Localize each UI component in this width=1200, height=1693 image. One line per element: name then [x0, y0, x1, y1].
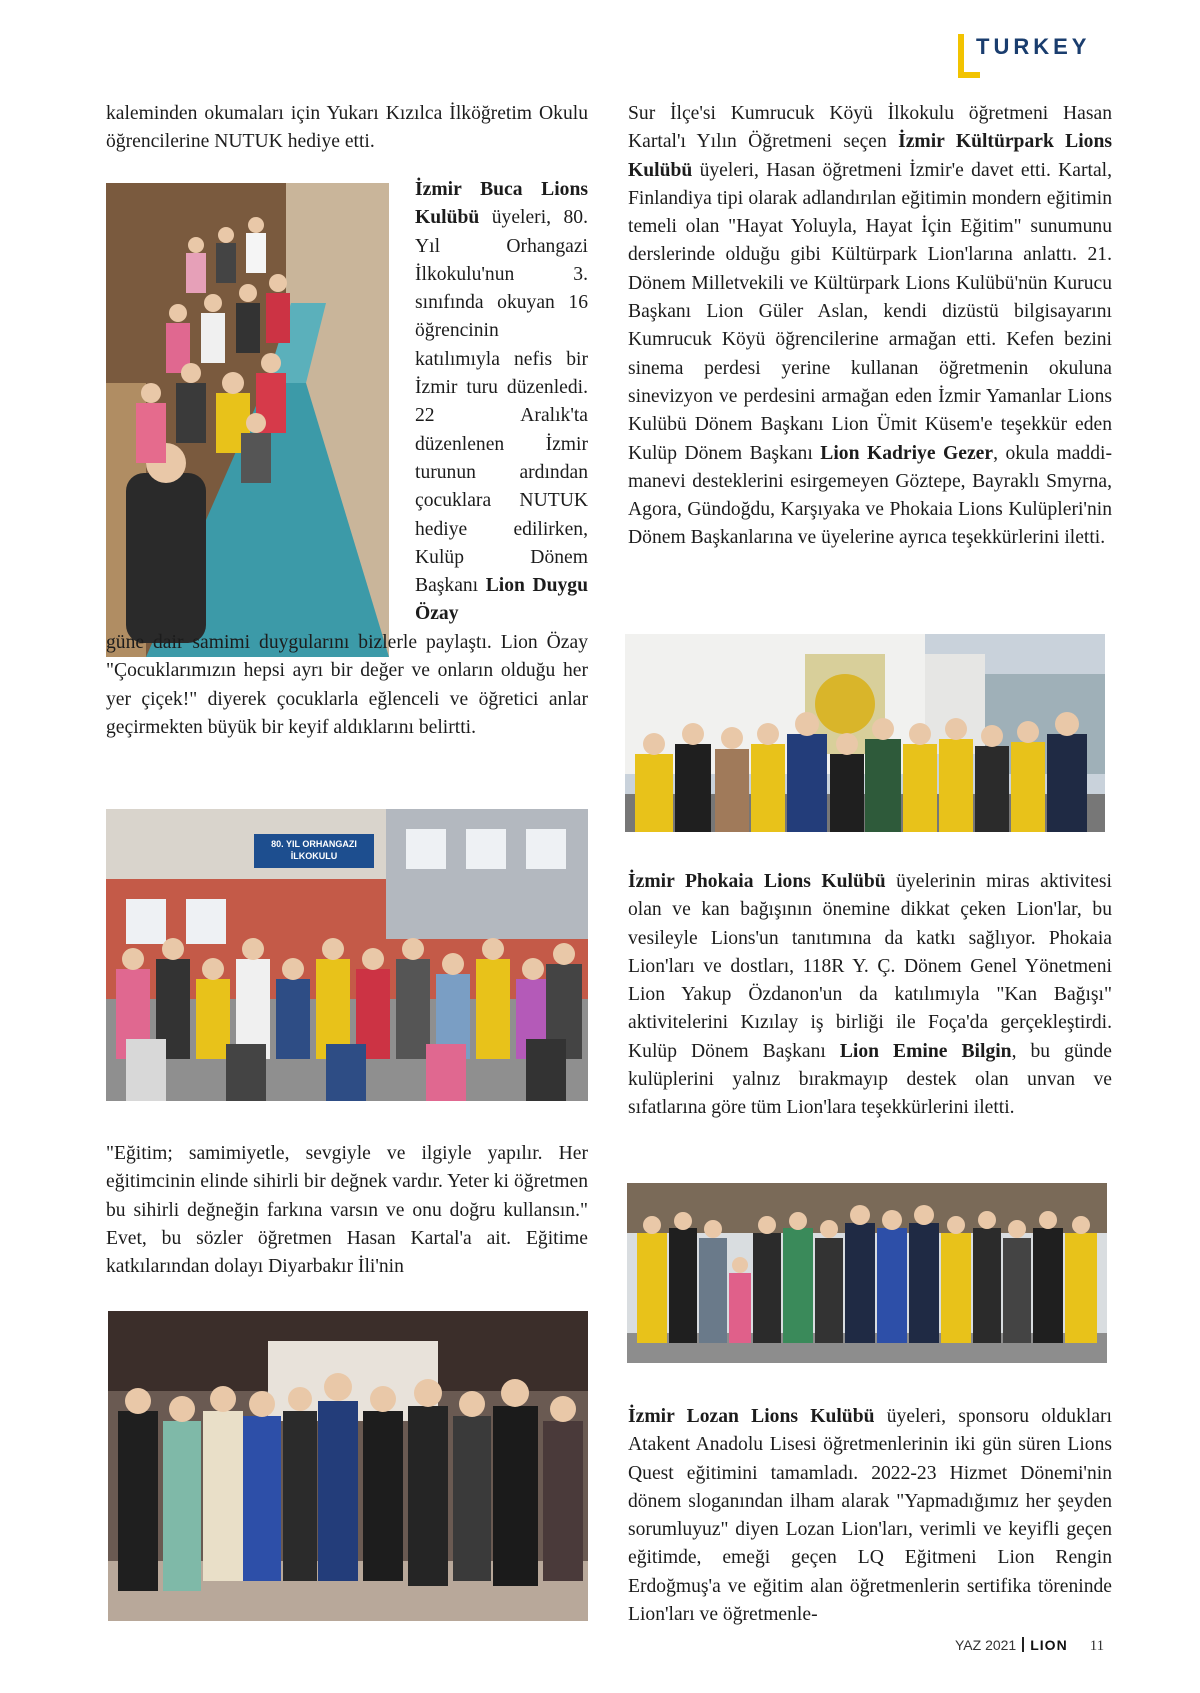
kulturpark-text-1: Sur İlçe'si Kumrucuk Köyü İlkokulu öğretmeni Hasan Kartal'ı Yılın Öğretmeni seçen	[628, 103, 1112, 153]
phokaia-text-2: , bu günde kulüplerini yalnız bırakmayıp destek olan unvan ve sıfatlarına göre tüm Lion'lara teşekkürlerini iletti.	[628, 1040, 1112, 1119]
footer-magazine: LION	[1030, 1637, 1068, 1653]
buca-paragraph-continued	[106, 629, 588, 742]
page-number: 11	[1089, 1638, 1105, 1654]
footer-issue: YAZ 2021	[955, 1637, 1017, 1653]
school-sign	[254, 834, 374, 868]
phokaia-club-name: İzmir Phokaia Lions Kulübü	[628, 871, 886, 892]
left-intro-paragraph: kaleminden okumaları için Yukarı Kızılca İlköğretim Okulu öğrencilerine NUTUK hediye etti.	[106, 103, 588, 153]
page-footer	[955, 1637, 1104, 1655]
buca-president: Lion Duygu Özay	[415, 575, 588, 625]
lozan-club-name: İzmir Lozan Lions Kulübü	[628, 1406, 875, 1427]
kulturpark-text-2: üyeleri, Hasan öğretmeni İzmir'e davet etti. Kartal, Finlandiya tipi olarak adlandırılan eğitimin mondern eğitimin temeli olan "Hayat Yoluyla, Hayat İçin Eğitim" sunumunu derslerinde olduğu gibi Kültürpark Lion'larına anlattı. 21. Dönem Milletvekili ve Kültürpark Lions Kulübü'nün Kurucu Başkanı Lion Güler Aslan, kendi dizüstü bilgisayarını Kumrucuk Köyü öğrencilerine armağan etti. Kefen bezini sinema perdesi yerine kullanan öğretmenin okuluna sinevizyon ve perdesini armağan eden İzmir Yamanlar Lions Kulübü Dönem Başkanı Lion Ümit Küsem'e teşekkür eden Kulüp Dönem Başkanı	[628, 159, 1112, 464]
phokaia-text-1: üyelerinin miras aktivitesi olan ve kan bağışının önemine dikkat çeken Lion'lar, bu vesileyle Lions'un tanıtımına da katkı sağlıyor. Phokaia Lion'ları ve dostları, 118R Y. Ç. Dönem Genel Yönetmeni Lion Yakup Özdanon'un da katılımıyla "Kan Bağışı" aktivitelerini Kızılay iş birliği ile Foça'da gerçekleştirdi. Kulüp Dönem Başkanı	[628, 871, 1113, 1062]
brand-logo	[958, 34, 1118, 78]
phokaia-paragraph	[628, 868, 1112, 1123]
photo-kulturpark-van	[625, 634, 1105, 832]
photo-phokaia-group	[627, 1183, 1107, 1363]
buca-paragraph	[106, 176, 588, 629]
photo-lozan-ceremony	[108, 1311, 588, 1621]
lozan-text-1: üyeleri, sponsoru oldukları Atakent Anadolu Lisesi öğretmenlerinin iki gün süren Lions Quest eğitimini tamamladı. 2022-23 Hizmet Dönemi'nin dönem sloganından ilham alarak "Yapmadığımız her şeyden sorumluyuz" diyen Lozan Lion'ları, verimli ve keyifli geçen eğitimde, emeği geçen LQ Eğitmeni Lion Rengin Erdoğmuş'a ve eğitim alan öğretmenlerin sertifika töreninde Lion'ları ve öğretmenle-	[628, 1406, 1112, 1626]
brand-mark-horizontal	[958, 72, 980, 78]
buca-club-name: İzmir Buca Lions Kulübü	[415, 179, 588, 229]
buca-text-1: üyeleri, 80. Yıl Orhangazi İlkokulu'nun 3. sınıfında okuyan 16 öğrencinin katılımıyla nefis bir İzmir turu düzenledi. 22 Aralık'ta düzenlenen İzmir turunun ardından çocuklara NUTUK hediye edilirken, Kulüp Dönem Başkanı	[415, 207, 588, 597]
school-sign-line-2: İLKOKULU	[290, 851, 338, 861]
buca-text-2: güne dair samimi duygularını bizlerle paylaştı. Lion Özay "Çocuklarımızın hepsi ayrı bir değer ve onların olduğu her yer çiçek!" diyerek çocuklarla eğlenceli ve öğretici anlar geçirmekten büyük bir keyif aldıklarını belirtti.	[106, 632, 588, 738]
photo-orhangazi-school	[106, 809, 588, 1101]
school-sign-line-1: 80. YIL ORHANGAZI	[271, 839, 357, 849]
phokaia-president: Lion Emine Bilgin	[839, 1040, 1012, 1062]
kulturpark-club-name: İzmir Kültürpark Lions Kulübü	[628, 131, 1112, 181]
kulturpark-president: Lion Kadriye Gezer	[820, 442, 994, 464]
brand-title: TURKEY	[976, 34, 1091, 59]
lozan-paragraph	[628, 1403, 1112, 1629]
kulturpark-text-3: , okula maddi-manevi desteklerini esirgemeyen Göztepe, Bayraklı Smyrna, Agora, Gündoğdu, Karşıyaka ve Phokaia Lions Kulüpleri'nin Dönem Başkanlarına ve üyelerine ayrıca teşekkürlerini iletti.	[628, 442, 1112, 549]
quote-paragraph: "Eğitim; samimiyetle, sevgiyle ve ilgiyle yapılır. Her eğitimcinin elinde sihirli bir değnek vardır. Yeter ki öğretmen bu sihirli değneğin farkına varsın ve onu doğru kullansın." Evet, bu sözler öğretmen Hasan Kartal'a ait. Eğitime katkılarından dolayı Diyarbakır İli'nin	[106, 1143, 588, 1278]
footer-divider	[1022, 1637, 1024, 1652]
kulturpark-paragraph	[628, 100, 1112, 553]
